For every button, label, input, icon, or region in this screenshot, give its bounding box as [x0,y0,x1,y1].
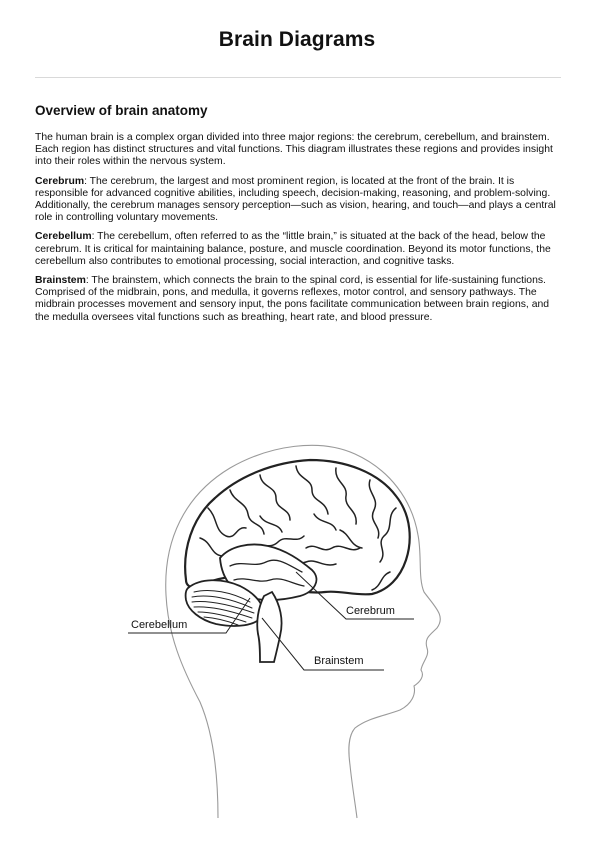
section-heading: Overview of brain anatomy [35,103,208,118]
cerebrum-description: : The cerebrum, the largest and most prominent region, is located at the front of the brain. It is responsible for advanced cognitive abilities, including speech, decision-making, reasoning, and problem-solving. Additionally, the cerebrum manages sensory perception—such as vision, hearing, and touch—and plays a central role in controlling voluntary movements. [35,175,556,224]
brainstem-label: Brainstem [314,655,364,667]
cerebrum-term: Cerebrum [35,175,85,187]
intro-paragraph: The human brain is a complex organ divided into three major regions: the cerebrum, cerebellum, and brainstem. Each region has distinct structures and vital functions. This diagram illustrates these regions and provides insight into their roles within the nervous system. [35,132,553,168]
cerebrum-label: Cerebrum [346,605,395,617]
brain-diagram [100,430,460,820]
title-divider [35,77,561,78]
cerebellum-term: Cerebellum [35,231,92,243]
page-title: Brain Diagrams [218,28,376,51]
brainstem-paragraph [35,275,561,324]
cerebellum-description: : The cerebellum, often referred to as the “little brain,” is situated at the back of the head, below the cerebrum. It is critical for maintaining balance, posture, and muscle coordination. Beyond its motor functions, the cerebellum also contributes to emotional processing, social interaction, and cognitive tasks. [35,231,551,267]
cerebellum-paragraph [35,231,561,268]
cerebrum-paragraph [35,176,561,225]
cerebellum-label: Cerebellum [131,619,188,631]
brainstem-description: : The brainstem, which connects the brain to the spinal cord, is essential for life-sustaining functions. Comprised of the midbrain, pons, and medulla, it governs reflexes, motor control, and sensory pathways. The midbrain processes movement and sensory input, the pons facilitate communication between brain regions, and the medulla oversees vital functions such as breathing, heart rate, and blood pressure. [35,275,550,323]
brainstem-term: Brainstem [35,275,86,287]
overview-text [35,132,561,331]
